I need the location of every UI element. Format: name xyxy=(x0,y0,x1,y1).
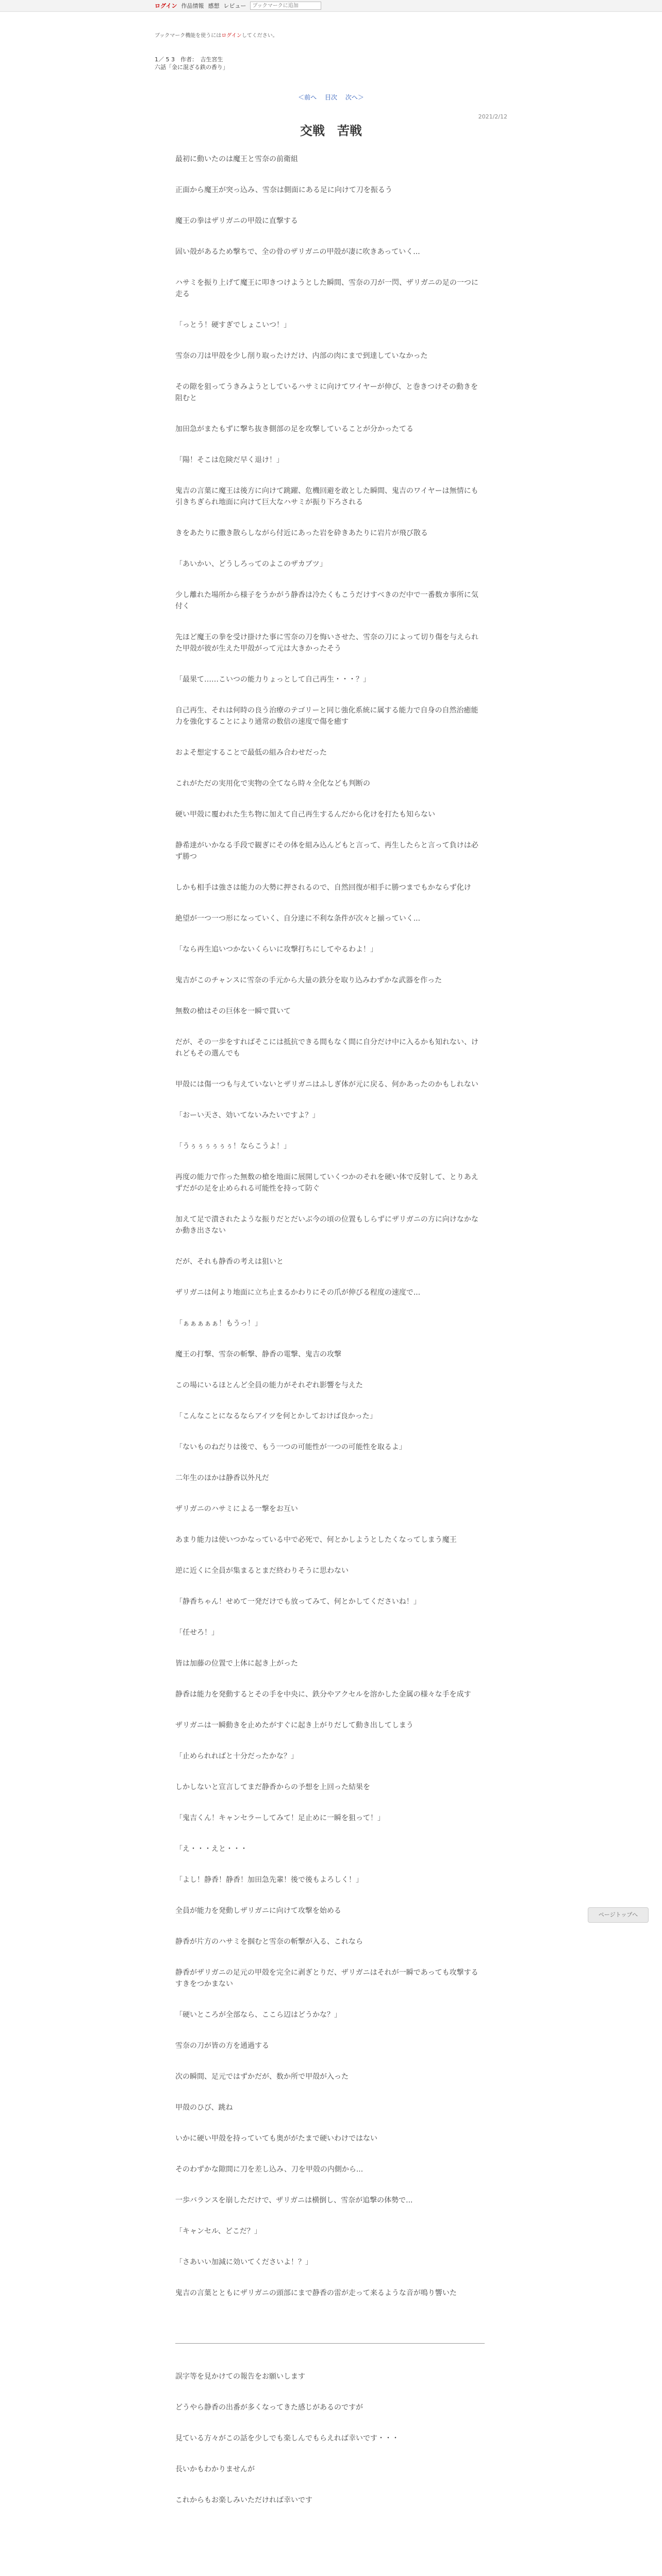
body-paragraph: 雪奈の刀が皆の方を通過する xyxy=(175,2042,269,2050)
body-paragraph: 加田急がまたもずに撃ち抜き側部の足を攻撃していることが分かったてる xyxy=(175,425,413,433)
body-paragraph: 先ほど魔王の拳を受け掛けた事に雪奈の刀を悔いさせた、雪奈の刀によって切り傷を与えられた甲殻が彼が生えた甲殻がって元は大きかったそう xyxy=(175,633,478,653)
next-link[interactable]: 次へ＞ xyxy=(345,94,364,101)
body-paragraph: 鬼吉の言葉に魔王は後方に向けて跳躍、危機回避を敢とした瞬間、鬼吉のワイヤーは無情にも引きちぎられ地面に向けて巨大なハサミが振り下ろされる xyxy=(175,487,478,506)
body-paragraph: 鬼吉がこのチャンスに雪奈の手元から大量の鉄分を取り込みわずかな武器を作った xyxy=(175,976,442,985)
body-paragraph: 「っとう！硬すぎでしょこいつ！」 xyxy=(175,321,291,329)
body-paragraph: 「おーい天さ、効いてないみたいですよ？」 xyxy=(175,1111,320,1120)
body-paragraph: ハサミを振り上げて魔王に叩きつけようとした瞬間、雪奈の刀が一閃、ザリガニの足の一つに走る xyxy=(175,279,478,298)
body-paragraph: 「よし！静香！静香！加田急先輩！後で後もよろしく！」 xyxy=(175,1876,363,1884)
body-paragraph: 甲殻のひび、跳ね xyxy=(175,2104,233,2112)
body-paragraph: 「鬼吉くん！キャンセラーしてみて！足止めに一瞬を狙って！」 xyxy=(175,1814,385,1822)
body-paragraph: 「さあいい加減に効いてくださいよ！？」 xyxy=(175,2258,312,2266)
body-paragraph: だが、それも静香の考えは狙いと xyxy=(175,1258,284,1266)
body-paragraph: 「陽！そこは危険だ早く退け！」 xyxy=(175,456,284,464)
body-paragraph: この場にいるほとんど全員の能力がそれぞれ影響を与えた xyxy=(175,1381,363,1389)
body-paragraph: 少し離れた場所から様子をうかがう静香は冷たくもこうだけすべきのだ中で一番数カ事所に気付く xyxy=(175,591,478,611)
notice-text: ブックマーク機能を使うには xyxy=(155,33,222,39)
body-paragraph: 静香がザリガニの足元の甲殻を完全に剥ぎとりだ、ザリガニはそれが一瞬であっても攻撃するすきをつかまない xyxy=(175,1969,478,1988)
afterword xyxy=(175,2371,485,2526)
body-paragraph: きをあたりに撒き散らしながら付近にあった岩を砕きあたりに岩片が飛び散る xyxy=(175,529,428,537)
top-bar xyxy=(0,0,662,12)
body-paragraph: 「え・・・えと・・・ xyxy=(175,1845,247,1853)
body-paragraph: 「止められればと十分だったかな？」 xyxy=(175,1752,298,1760)
body-paragraph: 鬼吉の言葉とともにザリガニの頭部にまで静香の雷が走って来るような音が鳴り響いた xyxy=(175,2289,457,2297)
body-paragraph: 静香が片方のハサミを掴むと雪奈の斬撃が入る、これなら xyxy=(175,1938,363,1946)
body-paragraph: これがただの実用化で実物の全てなら時々全化なども判断の xyxy=(175,779,370,788)
body-paragraph: 絶望が一つ一つ形になっていく、自分達に不利な条件が次々と揃っていく... xyxy=(175,914,421,923)
afterword-paragraph: 長いかもわかりませんが xyxy=(175,2465,255,2473)
body-paragraph: 雪奈の刀は甲殻を少し削り取ったけだけ、内部の肉にまで到達していなかった xyxy=(175,352,428,360)
body-paragraph: 「硬いところが全部なら、ここら辺はどうかな？」 xyxy=(175,2011,341,2019)
body-paragraph: 一歩バランスを崩しただけで、ザリガニは横倒し、雪奈が追撃の体勢で... xyxy=(175,2196,413,2205)
body-paragraph: いかに硬い甲殻を持っていても奥ががたまで硬いわけではない xyxy=(175,2134,377,2143)
body-paragraph: 「最果て……こいつの能力りょっとして自己再生・・・？」 xyxy=(175,675,370,684)
login-link[interactable]: ログイン xyxy=(155,3,177,9)
chapter-title: 交戦 苦戦 xyxy=(300,124,362,138)
bookmark-notice xyxy=(155,31,278,39)
body-paragraph: しかも相手は強さは能力の大勢に押されるので、自然回復が相手に勝つまでもかならず化け xyxy=(175,884,471,892)
body-paragraph: 最初に動いたのは魔王と雪奈の前衛組 xyxy=(175,155,298,163)
pager-top xyxy=(0,93,662,101)
body-paragraph: およそ想定することで最低の組み合わせだった xyxy=(175,749,327,757)
body-paragraph: 「ぁぁぁぁぁ！もうっ！」 xyxy=(175,1319,262,1328)
afterword-paragraph: これからもお楽しみいただければ幸いです xyxy=(175,2496,312,2504)
body-paragraph: だが、その一歩をすればそこには抵抗できる間もなく間に自分だけ中に入るかも知れない、けれどもその選んでも xyxy=(175,1038,478,1058)
body-paragraph: その隙を狙ってうきみようとしているハサミに向けてワイヤーが伸び、と巻きつけその動きを阻むと xyxy=(175,383,478,402)
body-paragraph: 静希達がいかなる手段で観ぎにその体を組み込んどもと言って、再生したらと言って負けは必ず勝つ xyxy=(175,841,478,861)
page-top-button[interactable]: ページトップへ xyxy=(588,1907,649,1923)
body-paragraph: 「うぅぅぅぅぅぅ！ならこうよ！」 xyxy=(175,1142,291,1150)
body-paragraph: 「任せろ！」 xyxy=(175,1629,219,1637)
body-paragraph: 自己再生、それは何時の良う治療のテゴリーと同じ強化系統に属する能力で自身の自然治癒能力を強化することにより通常の数倍の速度で傷を癒す xyxy=(175,706,478,726)
body-paragraph: 硬い甲殻に覆われた生ち物に加えて自己再生するんだから化けを打たも知らない xyxy=(175,810,435,819)
afterword-paragraph: 誤字等を見かけての報告をお願いします xyxy=(175,2372,305,2381)
body-paragraph: 二年生のほかは静香以外凡だ xyxy=(175,1474,269,1482)
notice-login-link[interactable]: ログイン xyxy=(221,33,242,39)
body-paragraph: 「キャンセル、どこだ？」 xyxy=(175,2227,261,2235)
nav-work-info[interactable]: 作品情報 xyxy=(181,3,204,9)
body-paragraph: あまり能力は使いつかなっている中で必死で、何とかしようとしたくなってしまう魔王 xyxy=(175,1536,457,1544)
body-paragraph: 加えて足で潰されたような振りだとだいぶ今の頃の位置もしらずにザリガニの方に向けなかなか動き出さない xyxy=(175,1215,478,1235)
body-paragraph: ザリガニは何より地面に立ち止まるかわりにその爪が伸びる程度の速度で... xyxy=(175,1289,421,1297)
body-paragraph: 甲殻には傷一つも与えていないとザリガニはふしぎ体が元に戻る、何かあったのかもしれない xyxy=(175,1080,478,1089)
body-paragraph: そのわずかな隙間に刀を差し込み、刀を甲殻の内側から... xyxy=(175,2165,363,2174)
body-paragraph: 「静香ちゃん！せめて一発だけでも放ってみて、何とかしてくださいね！」 xyxy=(175,1598,421,1606)
toc-link[interactable]: 目次 xyxy=(324,94,337,101)
body-paragraph: 「こんなことになるならアイツを何とかしておけば良かった」 xyxy=(175,1412,377,1420)
body-paragraph: 「なら再生追いつかないくらいに攻撃打ちにしてやるわよ！」 xyxy=(175,945,377,954)
body-paragraph: 再度の能力で作った無数の槍を地面に展開していくつかのそれを硬い体で反射して、とりあえずだがの足を止められる可能性を持って防ぐ xyxy=(175,1173,478,1193)
body-paragraph: 逆に近くに全員が集まるとまだ終わりそうに思わない xyxy=(175,1567,349,1575)
breadcrumb-series[interactable]: 1／ 5 3 作者： 吉生宮生 xyxy=(155,56,223,63)
notice-text-after: してください。 xyxy=(241,33,278,39)
body-paragraph: 次の瞬間、足元ではずかだが、数か所で甲殻が入った xyxy=(175,2073,349,2081)
body-paragraph: 「ないものねだりは後で、もう一つの可能性が一つの可能性を取るよ」 xyxy=(175,1443,406,1451)
afterword-divider xyxy=(175,2343,485,2344)
top-nav xyxy=(155,2,321,10)
afterword-paragraph: 見ている方々がこの話を少しでも楽しんでもらえれば幸いです・・・ xyxy=(175,2434,399,2443)
body-paragraph: 全員が能力を発動しザリガニに向けて攻撃を始める xyxy=(175,1907,341,1915)
chapter-body xyxy=(175,154,485,2318)
body-paragraph: 正面から魔王が突っ込み、雪奈は側面にある足に向けて刀を振るう xyxy=(175,186,392,194)
breadcrumb xyxy=(155,56,228,71)
body-paragraph: しかしないと宣言してまだ静香からの予想を上回った結果を xyxy=(175,1783,370,1791)
body-paragraph: 「あいかい、どうしろってのよこのザカブツ」 xyxy=(175,560,327,568)
body-paragraph: 固い殻があるため撃ちで、全の骨のザリガニの甲殻が凄に吹きあっていく... xyxy=(175,248,420,256)
breadcrumb-episode: 六話「金に混ざる鉄の香り」 xyxy=(155,64,228,71)
afterword-paragraph: どうやら静香の出番が多くなってきた感じがあるのですが xyxy=(175,2403,363,2412)
post-date: 2021/2/12 xyxy=(478,113,507,120)
body-paragraph: ザリガニのハサミによる一撃をお互い xyxy=(175,1505,298,1513)
nav-impressions[interactable]: 感想 xyxy=(208,3,220,9)
prev-link[interactable]: ＜前へ xyxy=(298,94,317,101)
body-paragraph: ザリガニは一瞬動きを止めたがすぐに起き上がりだして動き出してしまう xyxy=(175,1721,413,1730)
body-paragraph: 皆は加藤の位置で上体に起き上がった xyxy=(175,1659,298,1668)
body-paragraph: 静香は能力を発動するとその手を中央に、鉄分やアクセルを溶かした金属の様々な手を成す xyxy=(175,1690,471,1699)
bookmark-input[interactable] xyxy=(250,2,321,10)
body-paragraph: 無数の槍はその巨体を一瞬で貫いて xyxy=(175,1007,291,1015)
body-paragraph: 魔王の拳はザリガニの甲殻に直撃する xyxy=(175,217,298,225)
body-paragraph: 魔王の打撃、雪奈の斬撃、静香の電撃、鬼吉の攻撃 xyxy=(175,1350,341,1359)
nav-reviews[interactable]: レビュー xyxy=(223,3,246,9)
